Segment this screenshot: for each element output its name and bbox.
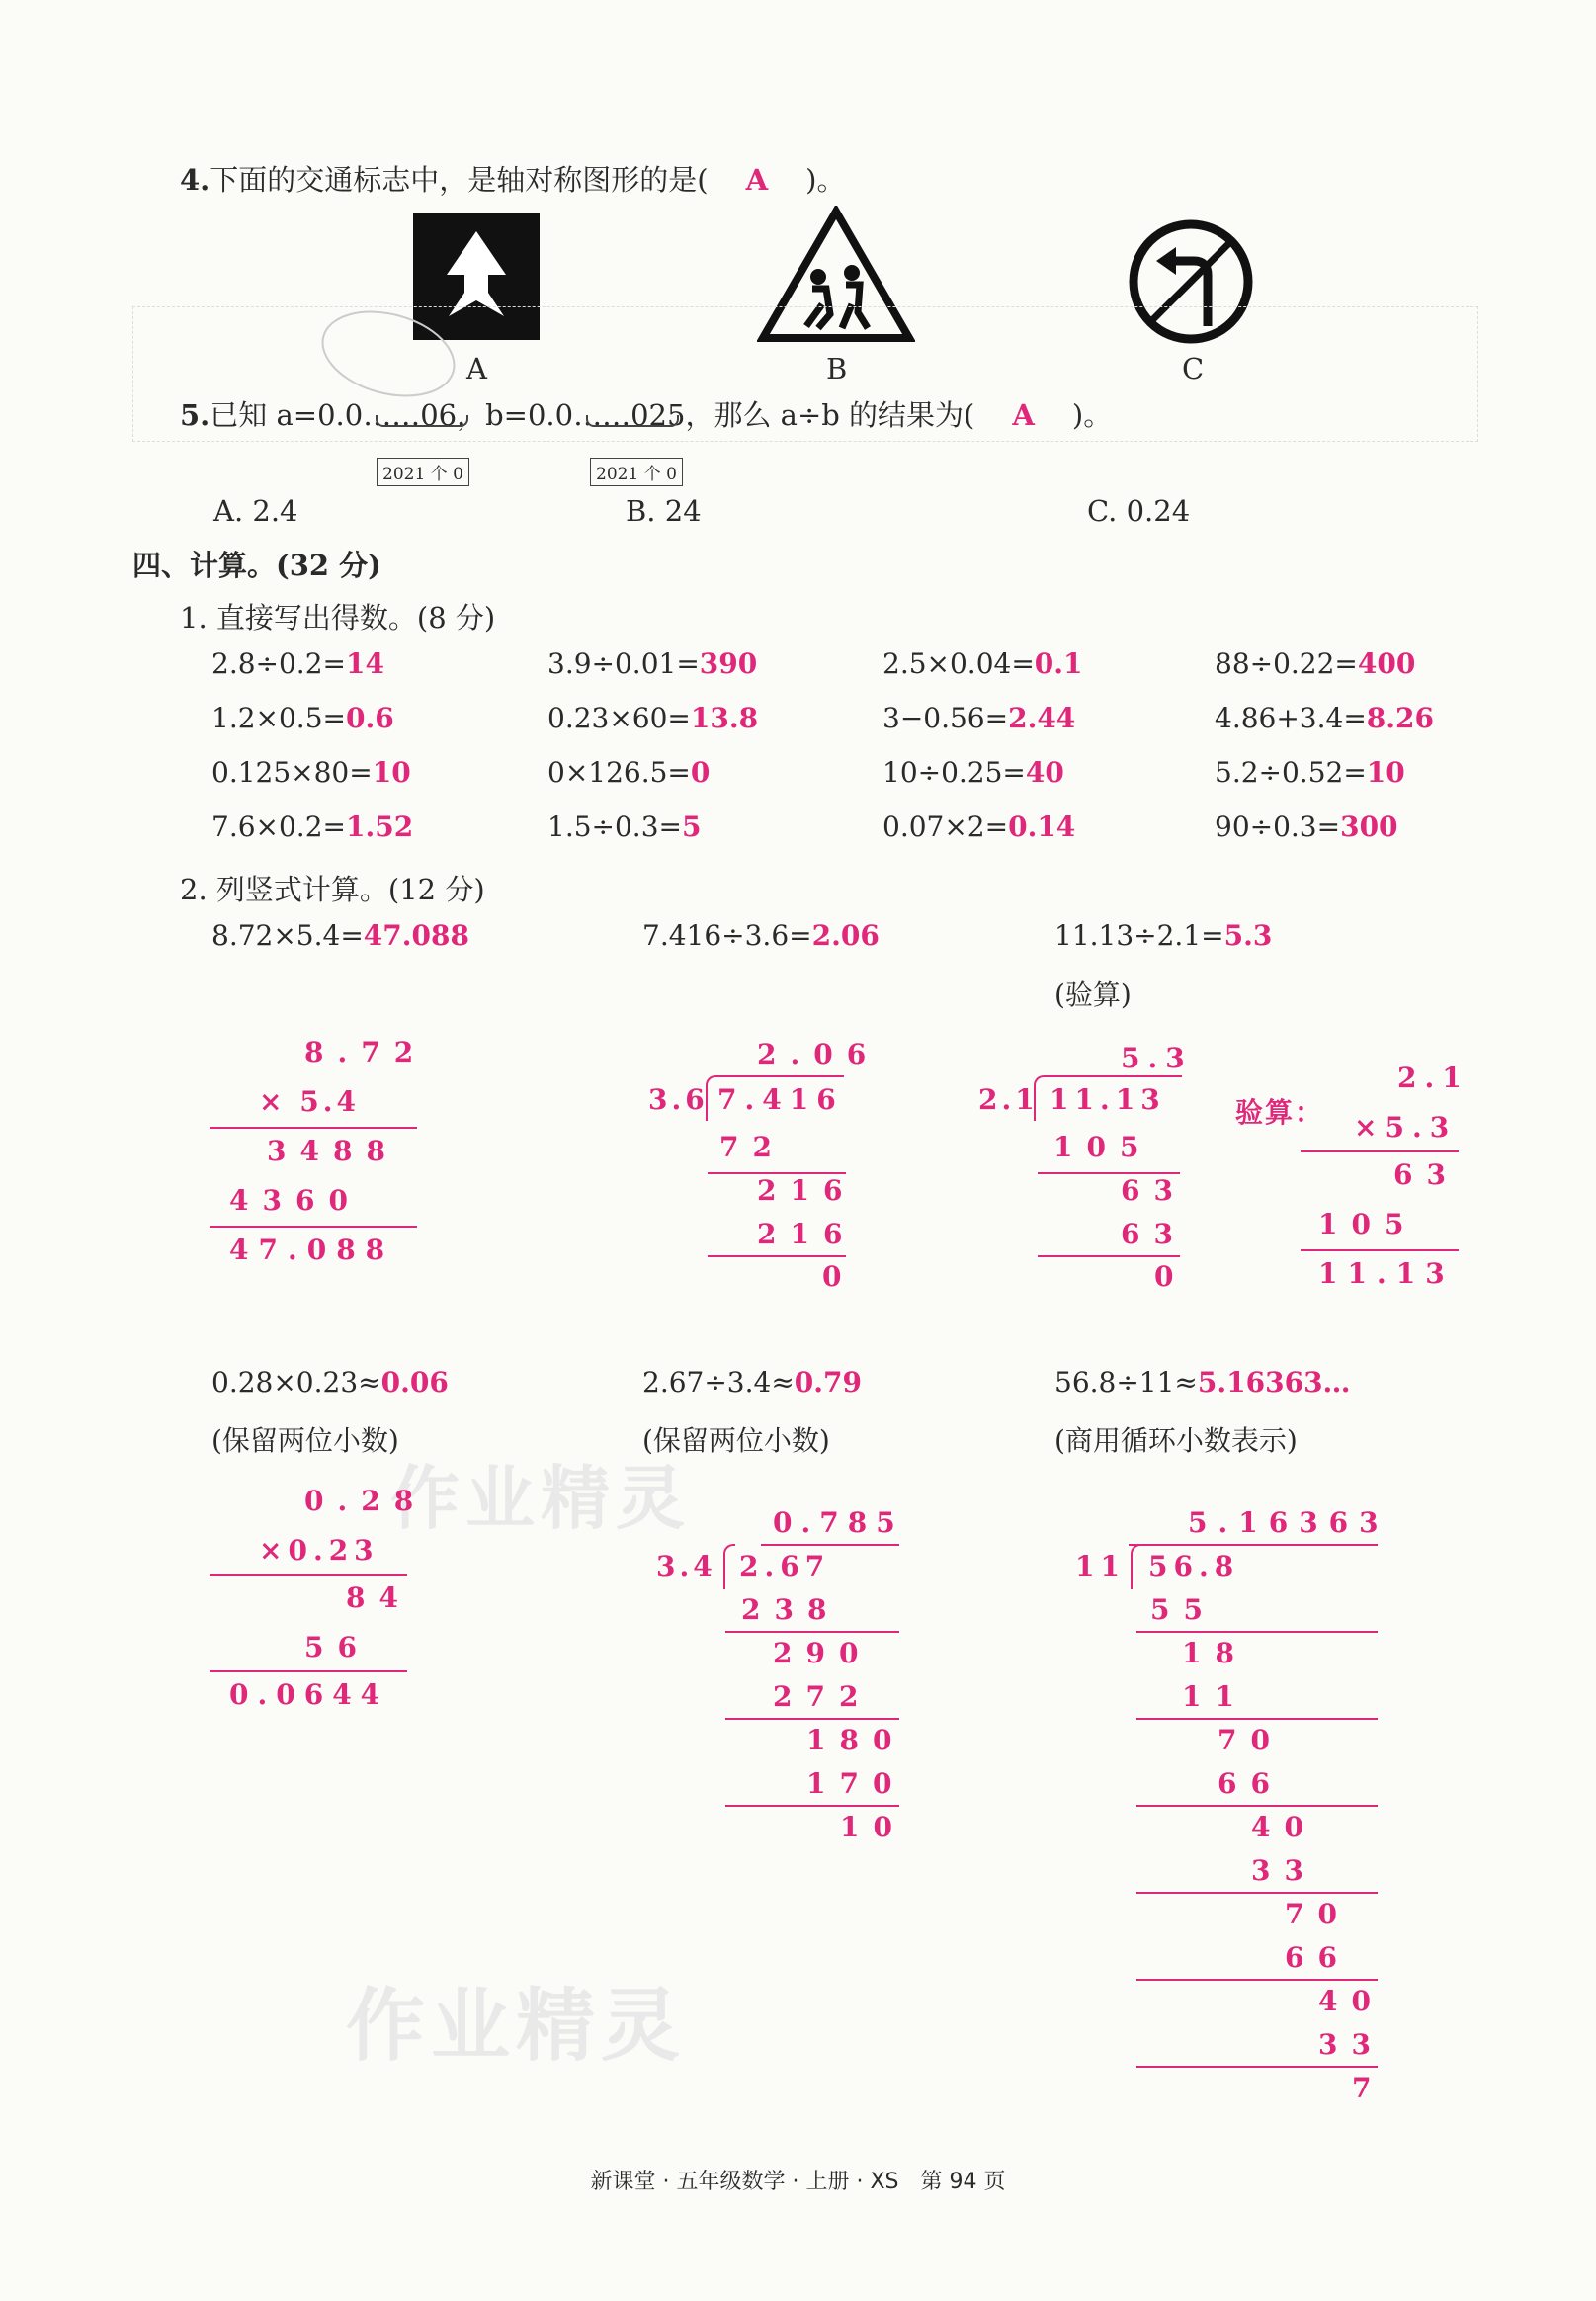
- oral-calc-item: [882, 756, 1064, 789]
- brace-line: [586, 415, 679, 427]
- oral-calc-question: 0.23×60=: [547, 702, 691, 734]
- question-5: [180, 393, 1112, 434]
- brace-label-a: 2021 个 0: [377, 458, 469, 486]
- underline: [725, 1805, 899, 1807]
- oral-calc-item: [1215, 647, 1415, 680]
- verify-label: 验算：: [1235, 1096, 1325, 1129]
- work-line: 170: [806, 1767, 906, 1800]
- work-line: 7.416: [717, 1083, 844, 1116]
- oral-calc-question: 0.07×2=: [882, 810, 1009, 843]
- question-text: 下面的交通标志中，是轴对称图形的是(: [210, 163, 709, 197]
- underline: [1136, 1805, 1378, 1807]
- work-line: 8.72: [304, 1036, 428, 1068]
- oral-calc-question: 2.5×0.04=: [882, 647, 1035, 680]
- oral-calc-item: [1215, 810, 1398, 843]
- oral-calc-question: 0×126.5=: [547, 756, 691, 789]
- work-line: 11: [1182, 1680, 1248, 1713]
- work-line: 63: [1121, 1174, 1187, 1207]
- underline: [1301, 1249, 1459, 1251]
- question-number: 5.: [180, 398, 210, 432]
- answer: 0.79: [794, 1366, 862, 1399]
- question-text: 已知 a=0.0……06，b=0.0……025，那么 a÷b 的结果为(: [210, 398, 975, 432]
- answer: 8.26: [1366, 702, 1434, 734]
- problem-note: (验算): [1054, 979, 1132, 1011]
- watermark: 作业精灵: [390, 1458, 691, 1539]
- work-line: 33: [1251, 1854, 1317, 1887]
- sub2-title: 2. 列竖式计算。(12 分): [180, 873, 485, 906]
- problem-1: [211, 919, 469, 952]
- problem-question: 56.8÷11≈: [1054, 1366, 1198, 1399]
- answer: 0.14: [1008, 810, 1076, 843]
- answer: 390: [699, 647, 758, 680]
- work-line: 56.8: [1148, 1550, 1240, 1582]
- division-bracket: [723, 1544, 735, 1589]
- work-line: 10: [840, 1811, 906, 1843]
- underline: [210, 1670, 407, 1672]
- answer: 2.44: [1008, 702, 1076, 734]
- work-line: 4360: [229, 1184, 362, 1217]
- work-line: 55: [1150, 1593, 1217, 1626]
- oral-calc-item: [211, 702, 394, 734]
- work-line: 5.3: [1121, 1042, 1193, 1074]
- question-4: [180, 158, 845, 199]
- answer: 10: [372, 756, 411, 789]
- answer: 5.3: [1223, 919, 1273, 952]
- oral-calc-question: 3.9÷0.01=: [547, 647, 700, 680]
- answer: 47.088: [363, 919, 469, 952]
- work-line: 63: [1121, 1218, 1187, 1250]
- work-line: 66: [1285, 1941, 1351, 1974]
- underline: [1301, 1150, 1459, 1152]
- problem-note: (商用循环小数表示): [1054, 1424, 1298, 1457]
- work-line: 2.1: [978, 1083, 1039, 1116]
- oral-calc-question: 1.2×0.5=: [211, 702, 346, 734]
- underline: [1136, 1892, 1378, 1894]
- division-bracket: [1131, 1544, 1142, 1589]
- underline: [1136, 1718, 1378, 1720]
- work-line: 72: [719, 1131, 786, 1163]
- problem-question: 8.72×5.4=: [211, 919, 364, 952]
- work-line: 2.67: [739, 1550, 831, 1582]
- underline: [1129, 1544, 1378, 1546]
- oral-calc-item: [547, 647, 757, 680]
- underline: [1136, 1631, 1378, 1633]
- problem-note: (保留两位小数): [642, 1424, 830, 1457]
- underline: [1136, 2066, 1378, 2068]
- answer: 300: [1340, 810, 1398, 843]
- oral-calc-question: 2.8÷0.2=: [211, 647, 346, 680]
- work-line: 56: [304, 1631, 371, 1663]
- oral-calc-question: 90÷0.3=: [1215, 810, 1341, 843]
- work-line: 70: [1218, 1724, 1284, 1756]
- answer: 1.52: [345, 810, 414, 843]
- work-line: 11: [1075, 1550, 1126, 1582]
- answer: 5.16363…: [1197, 1366, 1351, 1399]
- work-line: 47.088: [229, 1234, 395, 1266]
- answer: 13.8: [690, 702, 759, 734]
- sign-label-c: C: [1182, 352, 1205, 385]
- problem-question: 2.67÷3.4≈: [642, 1366, 795, 1399]
- work-line: 2.1: [1397, 1062, 1470, 1094]
- oral-calc-item: [882, 810, 1075, 843]
- oral-calc-question: 5.2÷0.52=: [1215, 756, 1367, 789]
- oral-calc-item: [211, 647, 384, 680]
- work-line: 216: [757, 1218, 857, 1250]
- problem-question: 0.28×0.23≈: [211, 1366, 381, 1399]
- oral-calc-question: 88÷0.22=: [1215, 647, 1358, 680]
- work-line: 5.16363: [1188, 1506, 1389, 1539]
- work-line: 7: [1352, 2072, 1386, 2104]
- work-line: 0.0644: [229, 1678, 389, 1711]
- work-line: 70: [1285, 1898, 1351, 1930]
- work-line: ×5.3: [1354, 1111, 1458, 1144]
- answer: 5: [681, 810, 702, 843]
- oral-calc-item: [1215, 702, 1434, 734]
- problem-note: (保留两位小数): [211, 1424, 399, 1457]
- sub1-title: 1. 直接写出得数。(8 分): [180, 601, 496, 635]
- problem-2: [642, 919, 880, 952]
- oral-calc-item: [1215, 756, 1405, 789]
- work-line: 0: [1154, 1260, 1188, 1293]
- sign-label-a: A: [466, 352, 487, 385]
- work-line: 40: [1318, 1985, 1385, 2017]
- problem-5: [642, 1366, 862, 1399]
- oral-calc-item: [547, 810, 701, 843]
- oral-calc-item: [211, 810, 413, 843]
- work-line: 33: [1318, 2028, 1385, 2061]
- work-line: 3.6: [648, 1083, 709, 1116]
- answer: A: [745, 163, 769, 197]
- work-line: 84: [346, 1581, 412, 1614]
- work-line: 105: [1053, 1131, 1153, 1163]
- oral-calc-question: 4.86+3.4=: [1215, 702, 1367, 734]
- work-line: 0.785: [773, 1506, 904, 1539]
- brace-line: [376, 415, 468, 427]
- work-line: 3488: [267, 1135, 399, 1167]
- work-line: 0: [822, 1260, 856, 1293]
- work-line: 40: [1251, 1811, 1317, 1843]
- question-close: )。: [805, 163, 846, 197]
- underline: [1038, 1255, 1180, 1257]
- work-line: 105: [1318, 1208, 1418, 1240]
- oral-calc-item: [547, 702, 758, 734]
- answer: 0: [690, 756, 711, 789]
- sign-label-b: B: [826, 352, 848, 385]
- work-line: 216: [757, 1174, 857, 1207]
- problem-question: 11.13÷2.1=: [1054, 919, 1224, 952]
- problem-3: [1054, 919, 1272, 952]
- watermark: 作业精灵: [346, 1980, 686, 2072]
- work-line: 238: [741, 1593, 841, 1626]
- question-close: )。: [1071, 398, 1113, 432]
- work-line: ×0.23: [259, 1534, 379, 1567]
- problem-4: [211, 1366, 449, 1399]
- work-line: 3.4: [656, 1550, 716, 1582]
- work-line: × 5.4: [259, 1085, 360, 1118]
- option-a: A. 2.4: [213, 494, 298, 528]
- underline: [210, 1574, 407, 1576]
- answer: A: [1012, 398, 1035, 432]
- underline: [1136, 1979, 1378, 1981]
- question-number: 4.: [180, 163, 210, 197]
- answer: 0.6: [345, 702, 394, 734]
- work-line: 11.13: [1050, 1083, 1166, 1116]
- work-line: 63: [1393, 1158, 1460, 1191]
- oral-calc-question: 1.5÷0.3=: [547, 810, 682, 843]
- work-line: 290: [773, 1637, 873, 1669]
- brace-label-b: 2021 个 0: [590, 458, 683, 486]
- answer: 0.06: [380, 1366, 449, 1399]
- oral-calc-item: [882, 647, 1083, 680]
- underline: [210, 1127, 417, 1129]
- answer: 10: [1366, 756, 1405, 789]
- underline: [761, 1544, 899, 1546]
- oral-calc-question: 3−0.56=: [882, 702, 1009, 734]
- answer: 400: [1357, 647, 1416, 680]
- option-c: C. 0.24: [1087, 494, 1191, 528]
- oral-calc-item: [547, 756, 710, 789]
- oral-calc-item: [882, 702, 1075, 734]
- answer: 0.1: [1034, 647, 1083, 680]
- oral-calc-item: [211, 756, 411, 789]
- section-title: 四、计算。(32 分): [132, 549, 381, 582]
- work-line: 66: [1218, 1767, 1284, 1800]
- work-line: 180: [806, 1724, 906, 1756]
- oral-calc-question: 0.125×80=: [211, 756, 373, 789]
- underline: [708, 1255, 846, 1257]
- work-line: 0.28: [304, 1485, 428, 1517]
- page-footer: 新课堂 · 五年级数学 · 上册 · XS 第 94 页: [590, 2170, 1006, 2194]
- work-line: 18: [1182, 1637, 1248, 1669]
- answer: 14: [345, 647, 384, 680]
- underline: [725, 1631, 899, 1633]
- oral-calc-question: 10÷0.25=: [882, 756, 1026, 789]
- answer: 2.06: [811, 919, 880, 952]
- problem-6: [1054, 1366, 1351, 1399]
- problem-question: 7.416÷3.6=: [642, 919, 812, 952]
- work-line: 11.13: [1318, 1257, 1455, 1290]
- work-line: 272: [773, 1680, 873, 1713]
- work-line: 2.06: [757, 1038, 881, 1070]
- option-b: B. 24: [626, 494, 702, 528]
- underline: [210, 1226, 417, 1228]
- underline: [725, 1718, 899, 1720]
- answer: 40: [1025, 756, 1064, 789]
- oral-calc-question: 7.6×0.2=: [211, 810, 346, 843]
